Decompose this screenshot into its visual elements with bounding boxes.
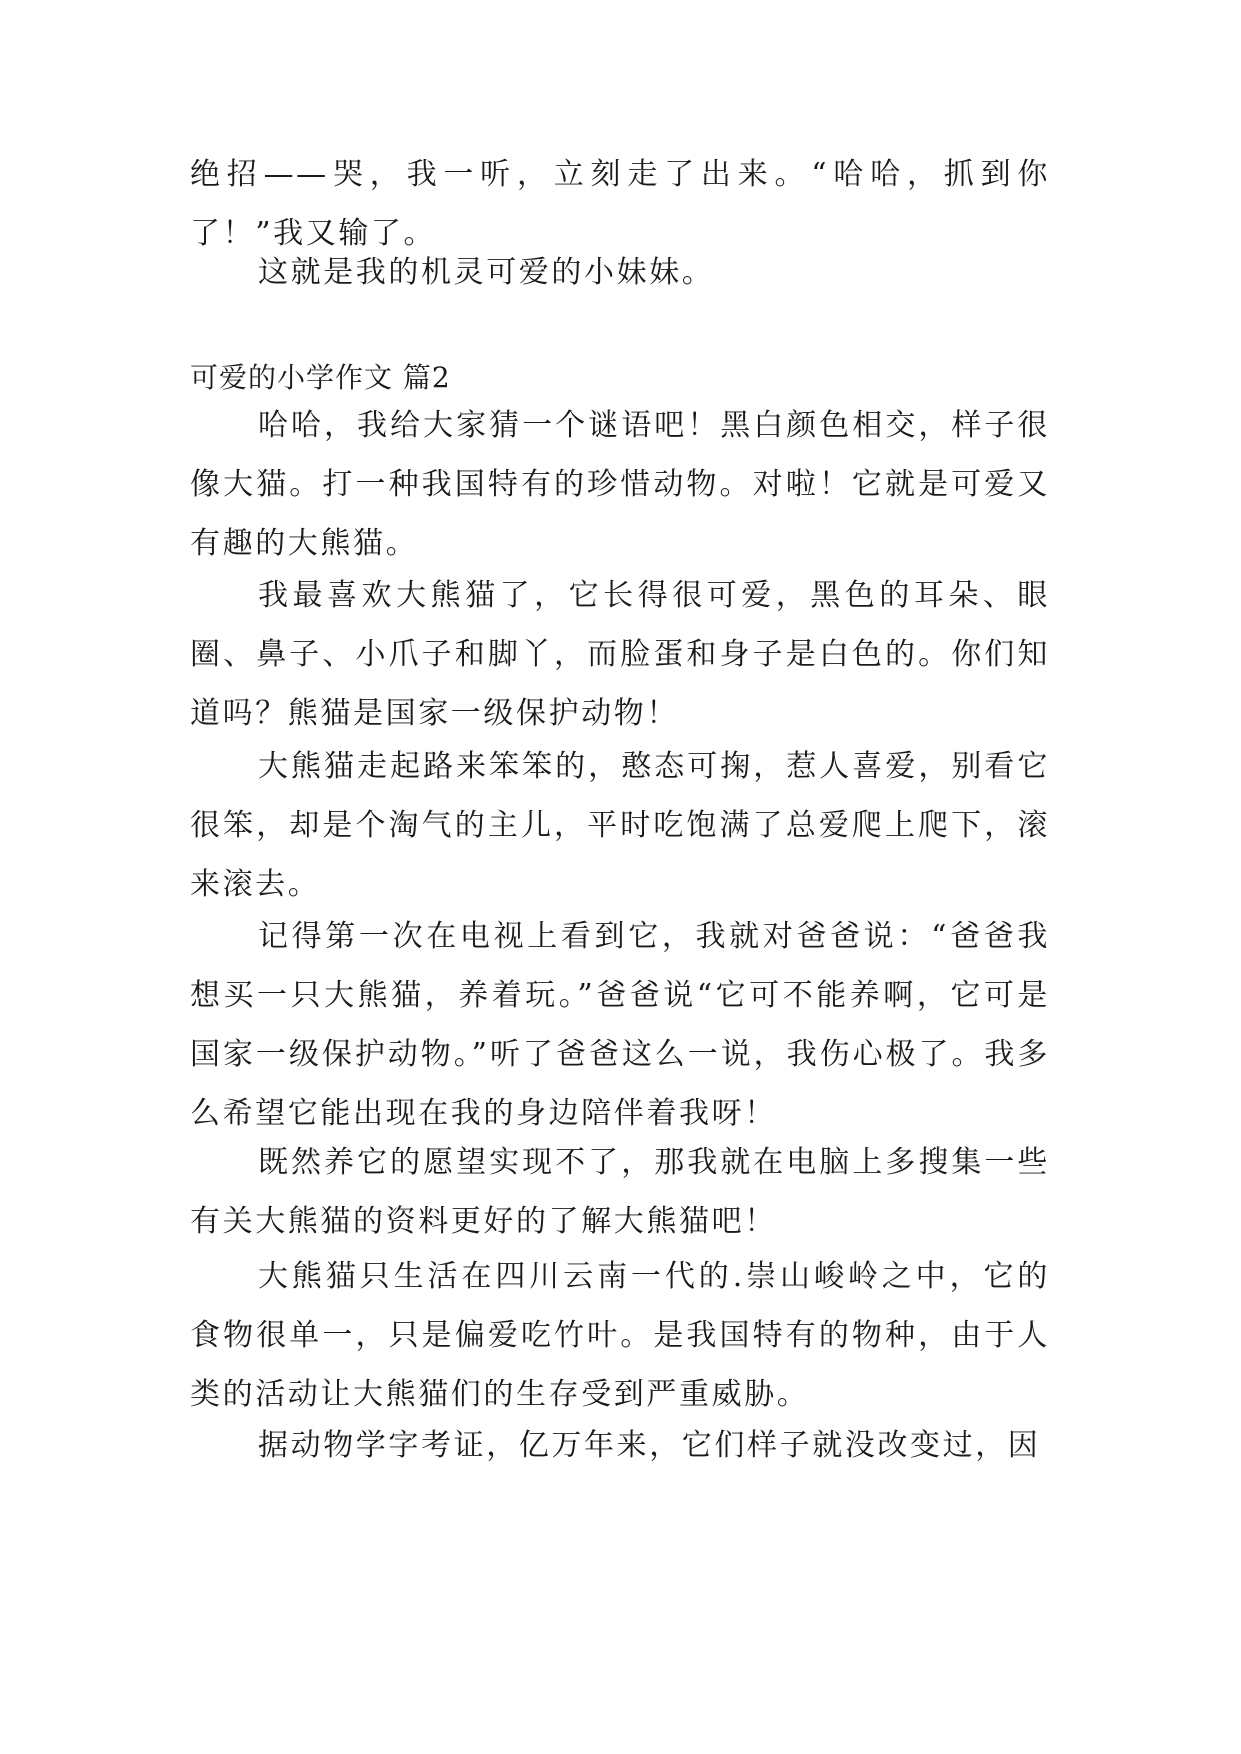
body-paragraph-5: 既然养它的愿望实现不了，那我就在电脑上多搜集一些有关大熊猫的资料更好的了解大熊猫吧！	[190, 1145, 1050, 1239]
body-paragraph-6: 大熊猫只生活在四川云南一代的.崇山峻岭之中，它的食物很单一，只是偏爱吃竹叶。是我国特有的物种，由于人类的活动让大熊猫们的生存受到严重威胁。	[190, 1259, 1050, 1412]
body-paragraph-1: 哈哈，我给大家猜一个谜语吧！黑白颜色相交，样子很像大猫。打一种我国特有的珍惜动物。对啦！它就是可爱又有趣的大熊猫。	[190, 408, 1050, 561]
section-heading: 可爱的小学作文 篇2	[190, 361, 451, 394]
body-paragraph-2: 我最喜欢大熊猫了，它长得很可爱，黑色的耳朵、眼圈、鼻子、小爪子和脚丫，而脸蛋和身子是白色的。你们知道吗？熊猫是国家一级保护动物！	[190, 578, 1050, 731]
intro-paragraph-2: 这就是我的机灵可爱的小妹妹。	[258, 255, 715, 290]
body-paragraph-4: 记得第一次在电视上看到它，我就对爸爸说：“爸爸我想买一只大熊猫，养着玩。”爸爸说“它可不能养啊，它可是国家一级保护动物。”听了爸爸这么一说，我伤心极了。我多么希望它能出现在我的身边陪伴着我呀！	[190, 919, 1050, 1131]
intro-paragraph-1: 绝招——哭，我一听，立刻走了出来。“哈哈，抓到你了！”我又输了。	[190, 157, 1050, 251]
body-paragraph-7: 据动物学字考证，亿万年来，它们样子就没改变过，因	[258, 1428, 1041, 1463]
body-paragraph-3: 大熊猫走起路来笨笨的，憨态可掬，惹人喜爱，别看它很笨，却是个淘气的主儿，平时吃饱满了总爱爬上爬下，滚来滚去。	[190, 749, 1050, 902]
